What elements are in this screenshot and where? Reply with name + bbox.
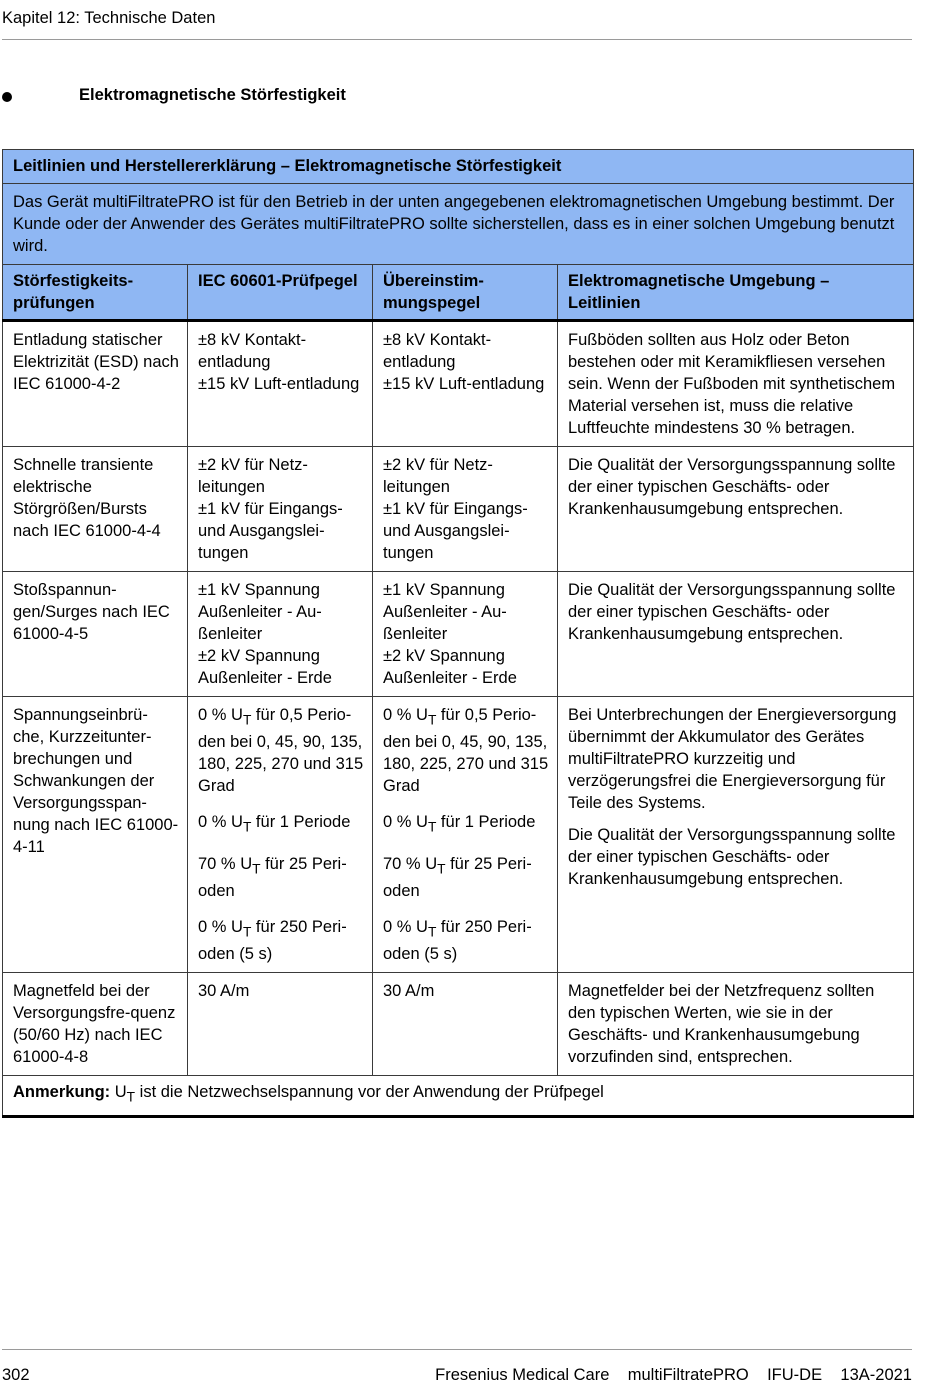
page-number: 302: [2, 1366, 30, 1384]
column-header-test: Störfestigkeits-prüfungen: [3, 265, 188, 321]
column-header-compliance-level: Übereinstim-mungspegel: [373, 265, 558, 321]
footer-publication-info: Fresenius Medical Care multiFiltratePRO IFU-DE 13A-2021: [435, 1366, 912, 1384]
dip-item: 70 % $U_T$ für 25 Peri-oden: [383, 854, 532, 900]
page-footer: [2, 1349, 912, 1384]
cell-iec-level: ±1 kV Spannung Außenleiter - Au-ßenleiter ±2 kV Spannung Außenleiter - Erde: [188, 572, 373, 697]
cell-environment: Magnetfelder bei der Netzfrequenz sollten den typischen Werten, wie sie in der Geschäfts- und Krankenhausumgebung vorzufinden sind, entsprechen.: [558, 973, 914, 1076]
dip-item: 0 % $U_T$ für 250 Peri-oden (5 s): [198, 917, 347, 964]
cell-environment: Fußböden sollten aus Holz oder Beton bestehen oder mit Keramikfliesen versehen sein. Wenn der Fußboden mit synthetischem Material versehen ist, muss die relative Luftfeuchte mindestens 30 % betragen.: [558, 321, 914, 447]
table-row: [3, 697, 914, 973]
section-heading-text: Elektromagnetische Störfestigkeit: [79, 86, 346, 104]
cell-iec-level: ±8 kV Kontakt-entladung ±15 kV Luft-entladung: [188, 321, 373, 447]
cell-environment: Die Qualität der Versorgungsspannung sollte der einer typischen Geschäfts- oder Krankenhausumgebung entsprechen.: [558, 447, 914, 572]
table-note: Anmerkung: $U_T$ ist die Netzwechselspannung vor der Anwendung der Prüfpegel: [3, 1076, 914, 1117]
dip-item: 0 % $U_T$ für 1 Periode: [383, 813, 536, 835]
dip-item: 0 % $U_T$ für 250 Peri-oden (5 s): [383, 917, 532, 964]
table-row: [3, 973, 914, 1076]
cell-compliance-level: ±1 kV Spannung Außenleiter - Au-ßenleiter ±2 kV Spannung Außenleiter - Erde: [373, 572, 558, 697]
table-row: [3, 321, 914, 447]
cell-test: Spannungseinbrü-che, Kurzzeitunter-brechungen und Schwankungen der Versorgungsspan-nung nach IEC 61000-4-11: [3, 697, 188, 973]
column-header-iec-level: IEC 60601-Prüfpegel: [188, 265, 373, 321]
dip-item: 70 % $U_T$ für 25 Peri-oden: [198, 854, 347, 900]
cell-compliance-level: [373, 697, 558, 973]
cell-compliance-level: ±8 kV Kontakt-entladung ±15 kV Luft-entladung: [373, 321, 558, 447]
chapter-header: Kapitel 12: Technische Daten: [2, 9, 912, 40]
emc-immunity-table: [2, 149, 914, 1118]
cell-iec-level: ±2 kV für Netz-leitungen ±1 kV für Eingangs- und Ausgangslei-tungen: [188, 447, 373, 572]
bullet-icon: [2, 92, 12, 102]
table-intro: Das Gerät multiFiltratePRO ist für den Betrieb in der unten angegebenen elektromagnetischen Umgebung bestimmt. Der Kunde oder der Anwender des Gerätes multiFiltratePRO sollte sicherstellen, dass es in einer solchen Umgebung benutzt wird.: [3, 184, 914, 265]
cell-test: Schnelle transiente elektrische Störgrößen/Bursts nach IEC 61000-4-4: [3, 447, 188, 572]
cell-compliance-level: 30 A/m: [373, 973, 558, 1076]
cell-test: Entladung statischer Elektrizität (ESD) nach IEC 61000-4-2: [3, 321, 188, 447]
table-title: Leitlinien und Herstellererklärung – Elektromagnetische Störfestigkeit: [3, 150, 914, 184]
dip-item: 0 % $U_T$ für 1 Periode: [198, 813, 351, 835]
cell-test: Stoßspannun-gen/Surges nach IEC 61000-4-5: [3, 572, 188, 697]
cell-iec-level: [188, 697, 373, 973]
dip-item: 0 % $U_T$ für 0,5 Perio-den bei 0, 45, 90, 135, 180, 225, 270 und 315 Grad: [383, 706, 549, 796]
column-header-environment: Elektromagnetische Umgebung – Leitlinien: [558, 265, 914, 321]
dip-item: 0 % $U_T$ für 0,5 Perio-den bei 0, 45, 90, 135, 180, 225, 270 und 315 Grad: [198, 706, 364, 796]
cell-environment: Bei Unterbrechungen der Energieversorgung übernimmt der Akkumulator des Gerätes multiFiltratePRO kurzzeitig und verzögerungsfrei die Energieversorgung für Teile des Systems. Die Qualität der Versorgungsspannung sollte der einer typischen Geschäfts- oder Krankenhausumgebung entsprechen.: [558, 697, 914, 973]
cell-iec-level: 30 A/m: [188, 973, 373, 1076]
table-row: [3, 572, 914, 697]
table-row: [3, 447, 914, 572]
cell-environment: Die Qualität der Versorgungsspannung sollte der einer typischen Geschäfts- oder Krankenhausumgebung entsprechen.: [558, 572, 914, 697]
cell-test: Magnetfeld bei der Versorgungsfre-quenz (50/60 Hz) nach IEC 61000-4-8: [3, 973, 188, 1076]
cell-compliance-level: ±2 kV für Netz-leitungen ±1 kV für Eingangs- und Ausgangslei-tungen: [373, 447, 558, 572]
